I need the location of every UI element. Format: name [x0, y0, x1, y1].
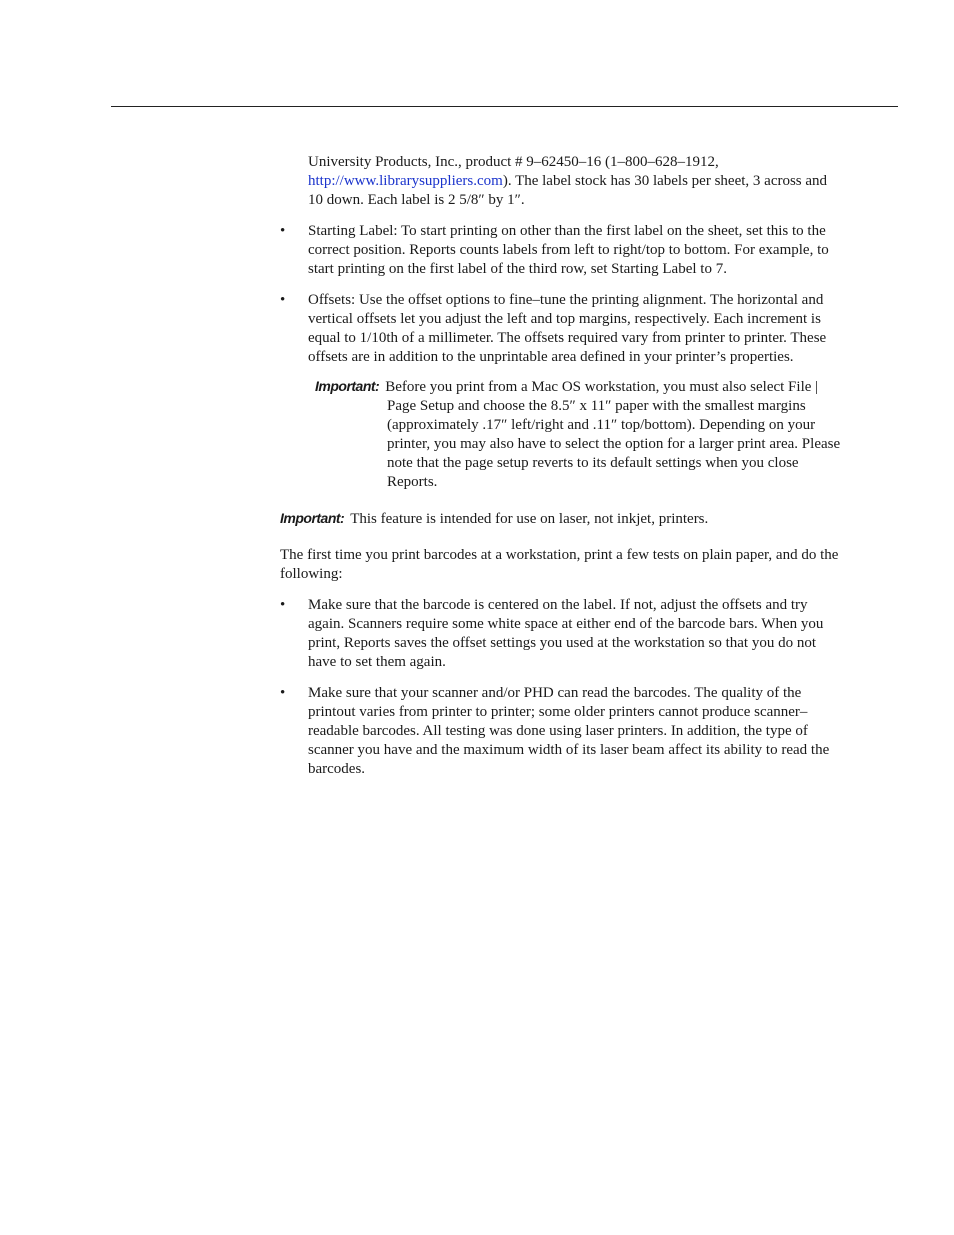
list-item-text: Offsets: Use the offset options to fine–tune the printing alignment. The horizontal and vertical offsets let you adjust the left and top margins, respectively. Each increment is equal to 1/10th of a millimeter. The offsets required vary from printer to printer. These offsets are in addition to the unprintable area defined in your printer’s properties.: [308, 292, 827, 365]
header-rule: [111, 106, 898, 107]
list-item-text: Make sure that the barcode is centered on the label. If not, adjust the offsets and try again. Scanners require some white space at either end of the barcode bars. When you print, Reports saves the offset settings you used at the workstation so that you do not have to set them again.: [308, 597, 824, 670]
intro-text-prefix: University Products, Inc., product # 9–62450–16 (1–800–628–1912,: [308, 154, 719, 170]
suppliers-link[interactable]: http://www.librarysuppliers.com: [308, 173, 503, 189]
important-note-text: This feature is intended for use on laser, not inkjet, printers.: [350, 511, 709, 527]
important-note-mac: [308, 377, 845, 492]
first-time-paragraph: The first time you print barcodes at a workstation, print a few tests on plain paper, and do the following:: [280, 547, 839, 582]
intro-paragraph: [308, 153, 845, 210]
list-item-text: Starting Label: To start printing on other than the first label on the sheet, set this to the correct position. Reports counts labels from left to right/top to bottom. For example, to start printing on the first label of the third row, set Starting Label to 7.: [308, 223, 829, 277]
bullet-icon: •: [280, 292, 286, 308]
important-label: Important:: [315, 378, 380, 394]
bullet-icon: •: [280, 597, 286, 613]
list-item-text: Make sure that your scanner and/or PHD can read the barcodes. The quality of the printout varies from printer to printer; some older printers cannot produce scanner–readable barcodes. All testing was done using laser printers. In addition, the type of scanner you have and the maximum width of its laser beam affect its ability to read the barcodes.: [308, 685, 830, 777]
list-item-scanner: [280, 684, 845, 779]
important-note-text: Before you print from a Mac OS workstation, you must also select File | Page Setup and choose the 8.5″ x 11″ paper with the smallest margins (approximately .17″ left/right and .11″ top/bottom). Depending on your printer, you may also have to select the option for a larger print area. Please note that the page setup reverts to its default settings when you close Reports.: [385, 379, 841, 490]
bullet-icon: •: [280, 685, 286, 701]
important-note-laser: [280, 509, 845, 529]
intro-text-suffix: ). The label stock has 30 labels per sheet, 3 across and 10 down. Each label is 2 5/8″ by 1″.: [308, 173, 828, 208]
page-content: [280, 153, 845, 791]
important-label: Important:: [280, 510, 345, 526]
bullet-icon: •: [280, 223, 286, 239]
list-item-starting-label: [280, 222, 845, 279]
list-item-offsets: [280, 291, 845, 367]
list-item-centered: [280, 596, 845, 672]
